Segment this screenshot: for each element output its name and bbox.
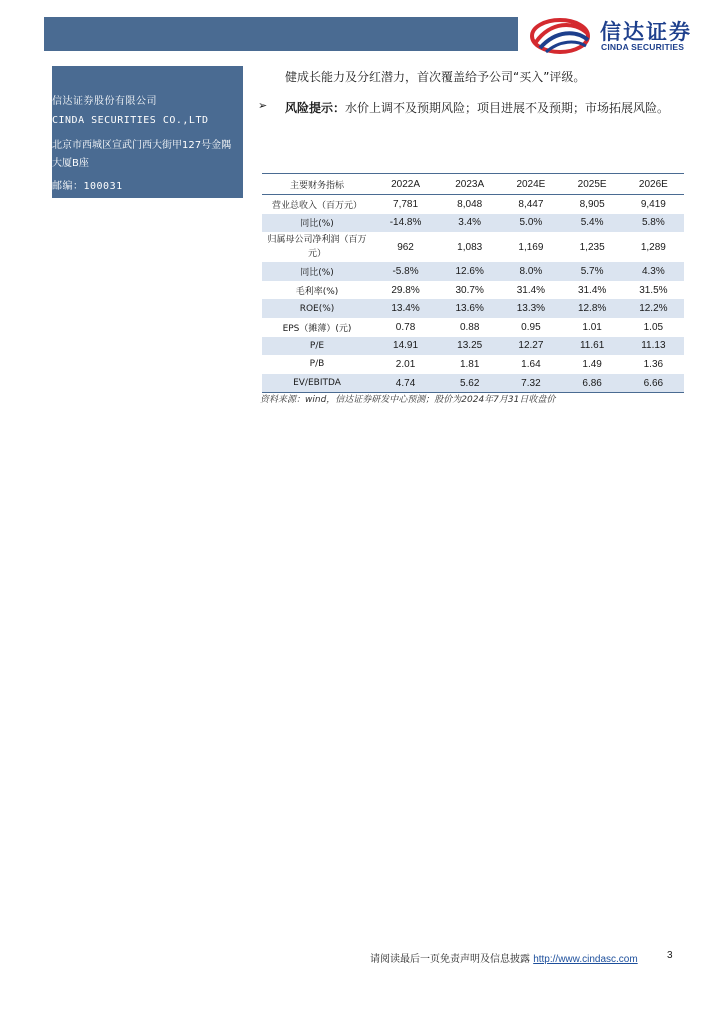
table-cell: 8,905 — [579, 198, 605, 210]
table-row — [262, 195, 684, 214]
table-cell: 6.66 — [623, 374, 684, 393]
table-cell: 30.7% — [455, 284, 484, 296]
table-cell: 31.5% — [639, 284, 668, 296]
table-cell: 5.62 — [439, 374, 500, 393]
page-number: 3 — [667, 950, 673, 961]
table-row — [262, 214, 684, 233]
table-cell: 1,235 — [579, 241, 605, 253]
rating-paragraph: 健成长能力及分红潜力，首次覆盖给予公司“买入”评级。 — [285, 70, 586, 84]
table-row — [262, 281, 684, 300]
row-label: P/E — [262, 337, 372, 356]
table-cell: 8,048 — [457, 198, 483, 210]
table-row — [262, 355, 684, 374]
table-header-cell: 2025E — [562, 174, 623, 195]
row-label: 同比(%) — [262, 214, 372, 233]
bullet-arrow-icon: ➢ — [258, 99, 268, 112]
cinda-logo-mark-icon — [530, 16, 592, 54]
table-header-row — [262, 174, 684, 195]
row-label: ROE(%) — [262, 299, 372, 318]
company-info-box — [52, 66, 243, 198]
row-label: 同比(%) — [262, 262, 372, 281]
table-row — [262, 337, 684, 356]
company-address: 北京市西城区宣武门西大街甲127号金隅大厦B座 — [52, 140, 232, 169]
table-cell: 1.64 — [521, 358, 541, 370]
table-cell: 7,781 — [393, 198, 419, 210]
table-header-cell: 2024E — [500, 174, 561, 195]
row-label: EV/EBITDA — [262, 374, 372, 393]
table-cell: 5.8% — [623, 214, 684, 233]
table-cell: 29.8% — [391, 284, 420, 296]
table-cell: 12.6% — [439, 262, 500, 281]
table-cell: 1.81 — [459, 358, 480, 370]
company-name-en: CINDA SECURITIES CO.,LTD — [52, 115, 209, 126]
table-cell: 1.49 — [582, 358, 602, 370]
table-cell: 1,289 — [640, 241, 666, 253]
row-label: EPS（摊薄）(元) — [282, 323, 352, 334]
table-cell: 4.3% — [623, 262, 684, 281]
table-cell: 1,169 — [518, 241, 544, 253]
table-header-cell: 2022A — [372, 174, 439, 195]
table-row — [262, 318, 684, 337]
table-row — [262, 262, 684, 281]
table-cell: 0.78 — [395, 321, 416, 333]
table-cell: 3.4% — [439, 214, 500, 233]
header-bar — [44, 17, 518, 51]
footer-disclaimer — [370, 950, 638, 965]
table-cell: 31.4% — [577, 284, 607, 296]
table-cell: 14.91 — [372, 337, 439, 356]
logo-english-name: CINDA SECURITIES — [601, 42, 685, 52]
row-label: 毛利率(%) — [295, 286, 339, 297]
risk-label: 风险提示： — [285, 101, 346, 115]
table-cell: 9,419 — [640, 198, 666, 210]
table-cell: -14.8% — [372, 214, 439, 233]
table-row — [262, 232, 684, 262]
table-cell: 8.0% — [500, 262, 561, 281]
table-cell: 0.88 — [459, 321, 480, 333]
table-cell: 1,083 — [457, 241, 483, 253]
table-source-note: 资料来源：wind，信达证券研发中心预测；股价为2024年7月31日收盘价 — [260, 395, 556, 405]
table-cell: 962 — [397, 241, 414, 253]
table-cell: -5.8% — [372, 262, 439, 281]
row-label: 营业总收入（百万元） — [271, 200, 362, 211]
table-cell: 7.32 — [500, 374, 561, 393]
company-postcode: 邮编：100031 — [52, 181, 123, 192]
logo-chinese-name: 信达证券 — [600, 20, 692, 44]
table-cell: 13.3% — [500, 299, 561, 318]
table-cell: 1.01 — [582, 321, 602, 333]
table-cell: 0.95 — [521, 321, 541, 333]
financial-indicators-table — [262, 173, 684, 393]
table-cell: 31.4% — [516, 284, 546, 296]
row-label: P/B — [309, 359, 325, 370]
table-header-cell: 主要财务指标 — [262, 174, 372, 195]
footer-disclaimer-text: 请阅读最后一页免责声明及信息披露 — [370, 954, 534, 965]
row-label: 归属母公司净利润（百万元） — [267, 235, 367, 260]
table-cell: 5.4% — [562, 214, 623, 233]
table-cell: 12.2% — [623, 299, 684, 318]
table-cell: 1.05 — [643, 321, 664, 333]
table-cell: 8,447 — [518, 198, 544, 210]
risk-warning — [285, 98, 690, 119]
company-name-cn: 信达证券股份有限公司 — [52, 96, 157, 107]
table-header-cell: 2023A — [439, 174, 500, 195]
table-cell: 12.27 — [500, 337, 561, 356]
table-row — [262, 299, 684, 318]
table-row — [262, 374, 684, 393]
table-cell: 5.0% — [500, 214, 561, 233]
table-cell: 11.61 — [562, 337, 623, 356]
table-cell: 5.7% — [562, 262, 623, 281]
table-cell: 6.86 — [562, 374, 623, 393]
cinda-logo — [530, 16, 710, 56]
table-cell: 13.25 — [439, 337, 500, 356]
table-header-cell: 2026E — [623, 174, 684, 195]
table-cell: 13.4% — [372, 299, 439, 318]
table-cell: 4.74 — [372, 374, 439, 393]
table-cell: 2.01 — [395, 358, 416, 370]
table-cell: 1.36 — [643, 358, 664, 370]
table-cell: 11.13 — [623, 337, 684, 356]
table-cell: 13.6% — [439, 299, 500, 318]
footer-website-link[interactable]: http://www.cindasc.com — [533, 954, 638, 965]
risk-text: 水价上调不及预期风险；项目进展不及预期；市场拓展风险。 — [345, 101, 670, 115]
table-cell: 12.8% — [562, 299, 623, 318]
